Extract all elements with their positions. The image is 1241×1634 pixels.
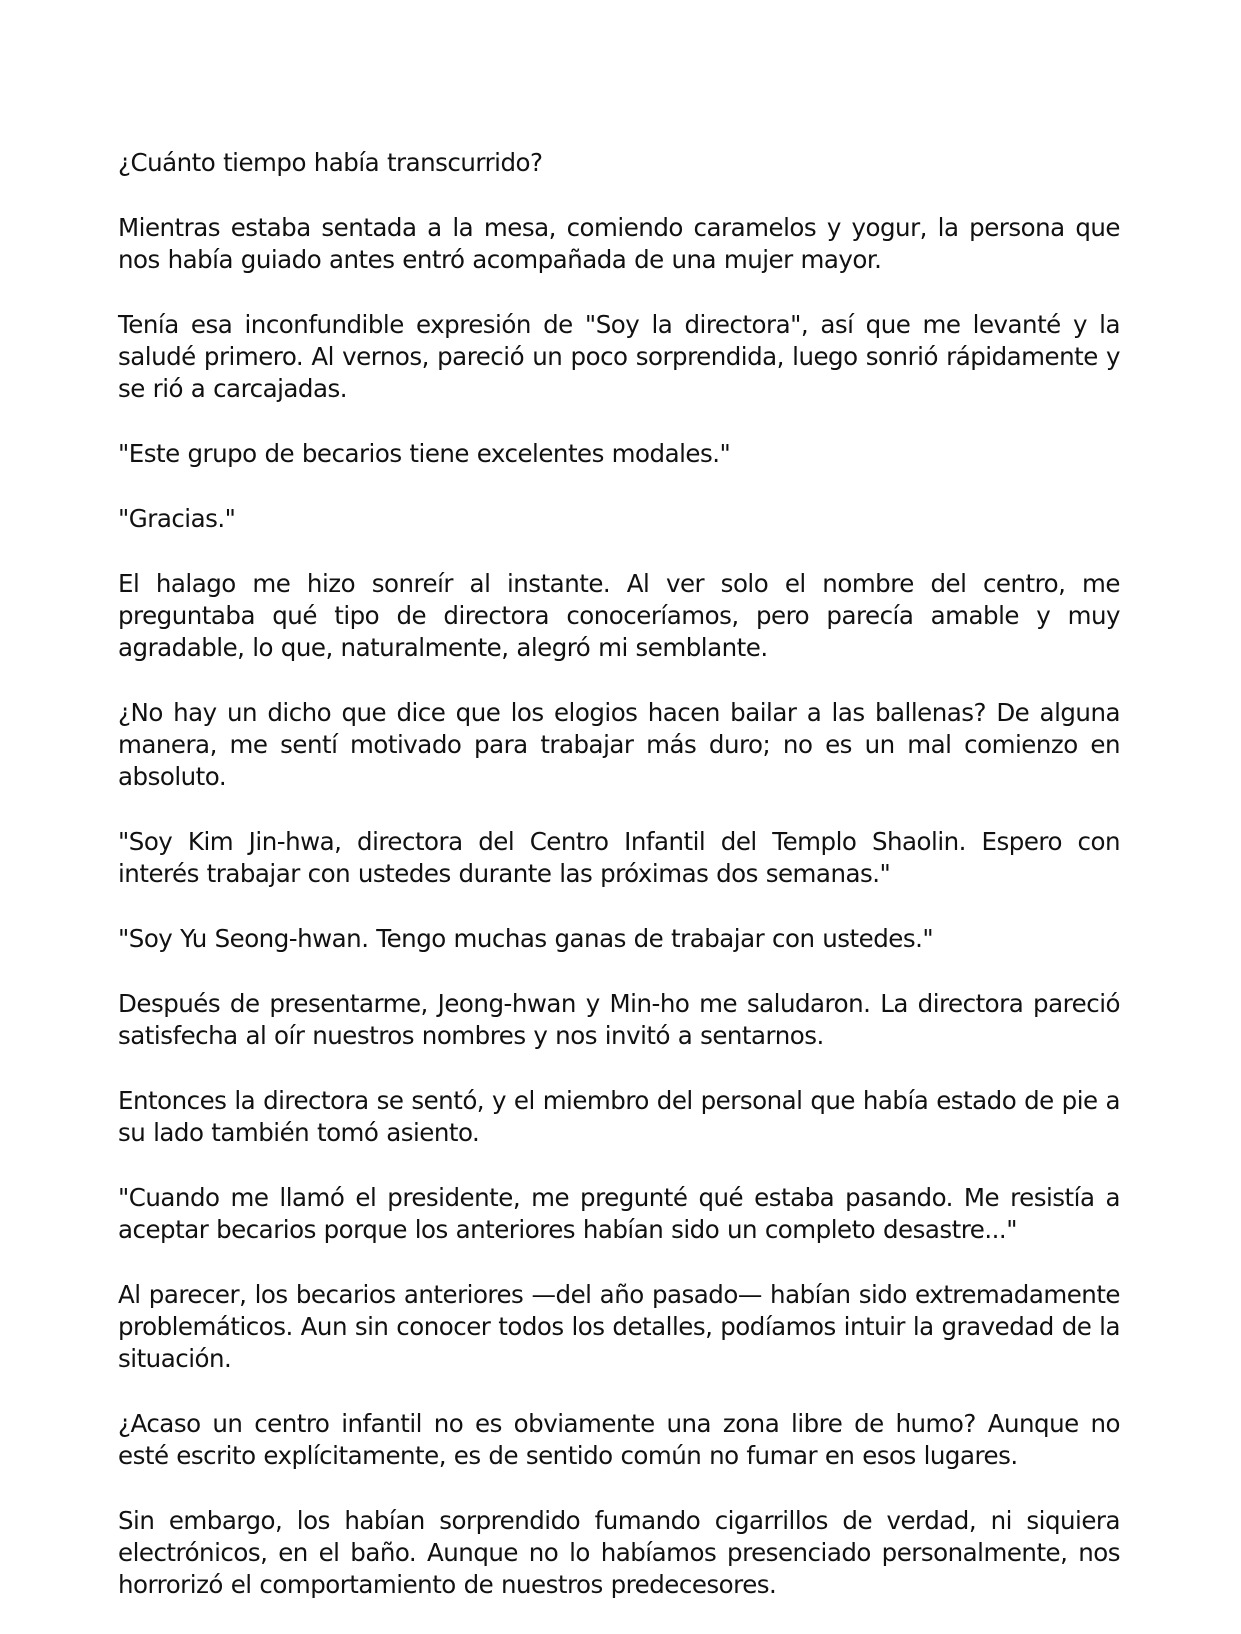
- paragraph: ¿No hay un dicho que dice que los elogios hacen bailar a las ballenas? De alguna manera, me sentí motivado para trabajar más duro; no es un mal comienzo en absoluto.: [118, 698, 1120, 791]
- paragraph: "Cuando me llamó el presidente, me pregunté qué estaba pasando. Me resistía a aceptar becarios porque los anteriores habían sido un completo desastre...": [118, 1183, 1120, 1244]
- paragraph: ¿Cuánto tiempo había transcurrido?: [118, 148, 543, 177]
- document-page: [118, 147, 1120, 1634]
- paragraph: "Soy Yu Seong-hwan. Tengo muchas ganas de trabajar con ustedes.": [118, 924, 934, 953]
- paragraph: Después de presentarme, Jeong-hwan y Min-ho me saludaron. La directora pareció satisfecha al oír nuestros nombres y nos invitó a sentarnos.: [118, 989, 1120, 1050]
- paragraph: Mientras estaba sentada a la mesa, comiendo caramelos y yogur, la persona que nos había guiado antes entró acompañada de una mujer mayor.: [118, 213, 1120, 274]
- paragraph: Tenía esa inconfundible expresión de "Soy la directora", así que me levanté y la saludé primero. Al vernos, pareció un poco sorprendida, luego sonrió rápidamente y se rió a carcajadas.: [118, 310, 1120, 403]
- paragraph: "Gracias.": [118, 504, 236, 533]
- paragraph: ¿Acaso un centro infantil no es obviamente una zona libre de humo? Aunque no esté escrito explícitamente, es de sentido común no fumar en esos lugares.: [118, 1409, 1120, 1470]
- paragraph: El halago me hizo sonreír al instante. Al ver solo el nombre del centro, me preguntaba qué tipo de directora conoceríamos, pero parecía amable y muy agradable, lo que, naturalmente, alegró mi semblante.: [118, 569, 1120, 662]
- paragraph: Al parecer, los becarios anteriores —del año pasado— habían sido extremadamente problemáticos. Aun sin conocer todos los detalles, podíamos intuir la gravedad de la situación.: [118, 1280, 1120, 1373]
- paragraph: Entonces la directora se sentó, y el miembro del personal que había estado de pie a su lado también tomó asiento.: [118, 1086, 1120, 1147]
- paragraph: Sin embargo, los habían sorprendido fumando cigarrillos de verdad, ni siquiera electrónicos, en el baño. Aunque no lo habíamos presenciado personalmente, nos horrorizó el comportamiento de nuestros predecesores.: [118, 1506, 1120, 1599]
- paragraph: "Soy Kim Jin-hwa, directora del Centro Infantil del Templo Shaolin. Espero con interés trabajar con ustedes durante las próximas dos semanas.": [118, 827, 1120, 888]
- paragraph: "Este grupo de becarios tiene excelentes modales.": [118, 439, 731, 468]
